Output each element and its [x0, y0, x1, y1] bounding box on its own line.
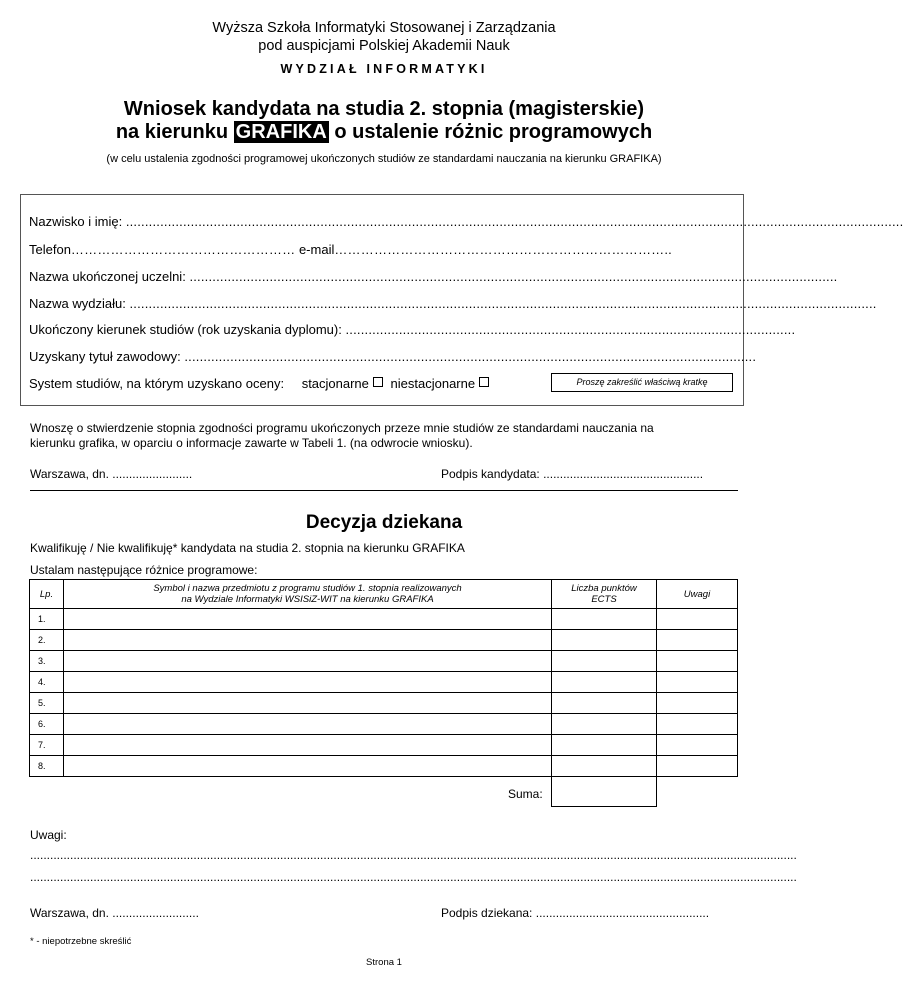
- email-label: e-mail: [298, 242, 335, 257]
- table-row: [30, 756, 738, 777]
- footnote: * - niepotrzebne skreślić: [30, 936, 132, 947]
- phone-label: Telefon: [29, 242, 71, 257]
- name-field[interactable]: [29, 214, 903, 229]
- col-subject-header: Symbol i nazwa przedmiotu z programu studiów 1. stopnia realizowanych na Wydziale Informatyki WSISiZ-WIT na kierunku GRAFIKA: [64, 580, 552, 609]
- name-dots: ............................................................................................................................................................................................................: [125, 214, 903, 229]
- name-label: Nazwisko i imię:: [29, 214, 123, 229]
- row-number: 5.: [30, 693, 64, 714]
- candidate-place-date[interactable]: Warszawa, dn. ........................: [30, 467, 193, 481]
- col-lp-header: Lp.: [30, 580, 64, 609]
- table-row: [30, 609, 738, 630]
- fulltime-option-label: stacjonarne: [301, 376, 369, 391]
- page-number: Strona 1: [366, 957, 402, 968]
- parttime-checkbox[interactable]: [479, 377, 489, 387]
- table-row: [30, 714, 738, 735]
- table-row: [30, 651, 738, 672]
- university-name: Wyższa Szkoła Informatyki Stosowanej i Zarządzania: [212, 20, 556, 36]
- study-system-field: [29, 376, 489, 391]
- professional-title-field[interactable]: Uzyskany tytuł zawodowy: ......................................................................................................................................................: [29, 349, 757, 364]
- faculty-name: WYDZIAŁ INFORMATYKI: [280, 62, 488, 76]
- title-suffix: o ustalenie różnic programowych: [334, 121, 653, 143]
- parttime-option-label: niestacjonarne: [390, 376, 476, 391]
- table-header-row: [30, 580, 738, 609]
- university-label: Nazwa ukończonej uczelni:: [29, 269, 186, 284]
- section-divider: [30, 490, 738, 491]
- professional-title-label: Uzyskany tytuł zawodowy:: [29, 349, 181, 364]
- title-prefix: na kierunku: [115, 121, 229, 143]
- col-notes-header: Uwagi: [657, 580, 738, 609]
- row-number: 6.: [30, 714, 64, 735]
- row-number: 7.: [30, 735, 64, 756]
- differences-table: [29, 579, 738, 777]
- table-row: [30, 672, 738, 693]
- notes-line-2[interactable]: ......................................................................................................................................................................................................................................: [30, 870, 797, 884]
- request-text-line2: kierunku grafika, w oparciu o informacje zawarte w Tabeli 1. (na odwrocie wniosku).: [30, 436, 473, 450]
- row-number: 3.: [30, 651, 64, 672]
- row-number: 2.: [30, 630, 64, 651]
- col-ects-header: Liczba punktów ECTS: [552, 580, 657, 609]
- request-text-line1: Wnoszę o stwierdzenie stopnia zgodności programu ukończonych przeze mnie studiów ze standardami nauczania na: [30, 421, 654, 435]
- row-number: 1.: [30, 609, 64, 630]
- dean-signature[interactable]: Podpis dziekana: ....................................................: [441, 906, 710, 920]
- row-number: 4.: [30, 672, 64, 693]
- system-note: Proszę zakreślić właściwą kratkę: [551, 373, 733, 392]
- major-field[interactable]: Ukończony kierunek studiów (rok uzyskania dyplomu): ......................................................................................................................: [29, 322, 796, 337]
- major-label: Ukończony kierunek studiów (rok uzyskania dyplomu):: [29, 322, 342, 337]
- fulltime-checkbox[interactable]: [373, 377, 383, 387]
- contact-field[interactable]: Telefon…………………………………………… e-mail…………………………………………………………………..: [29, 242, 672, 257]
- differences-text: Ustalam następujące różnice programowe:: [30, 563, 258, 577]
- dean-place-date[interactable]: Warszawa, dn. ..........................: [30, 906, 199, 920]
- sum-label: Suma:: [508, 787, 543, 801]
- table-row: [30, 735, 738, 756]
- row-number: 8.: [30, 756, 64, 777]
- sum-cell[interactable]: [551, 777, 657, 807]
- faculty-label: Nazwa wydziału:: [29, 296, 126, 311]
- table-row: [30, 693, 738, 714]
- university-subtitle: pod auspicjami Polskiej Akademii Nauk: [258, 38, 510, 54]
- notes-label: Uwagi:: [30, 828, 67, 842]
- form-title-line1: Wniosek kandydata na studia 2. stopnia (magisterskie): [123, 98, 645, 120]
- qualify-text: Kwalifikuję / Nie kwalifikuję* kandydata na studia 2. stopnia na kierunku GRAFIKA: [30, 541, 465, 555]
- form-title-line2: [0, 120, 768, 144]
- study-system-label: System studiów, na którym uzyskano oceny:: [29, 376, 285, 391]
- table-row: [30, 630, 738, 651]
- faculty-field[interactable]: Nazwa wydziału: ....................................................................................................................................................................................................: [29, 296, 877, 311]
- university-field[interactable]: Nazwa ukończonej uczelni: ..........................................................................................................................................................................: [29, 269, 838, 284]
- title-highlight: GRAFIKA: [235, 121, 327, 143]
- decision-heading: Decyzja dziekana: [305, 512, 463, 533]
- form-subtitle: (w celu ustalenia zgodności programowej ukończonych studiów ze standardami nauczania na kierunku GRAFIKA): [106, 153, 662, 165]
- notes-line-1[interactable]: ......................................................................................................................................................................................................................................: [30, 848, 797, 862]
- candidate-signature[interactable]: Podpis kandydata: ................................................: [441, 467, 704, 481]
